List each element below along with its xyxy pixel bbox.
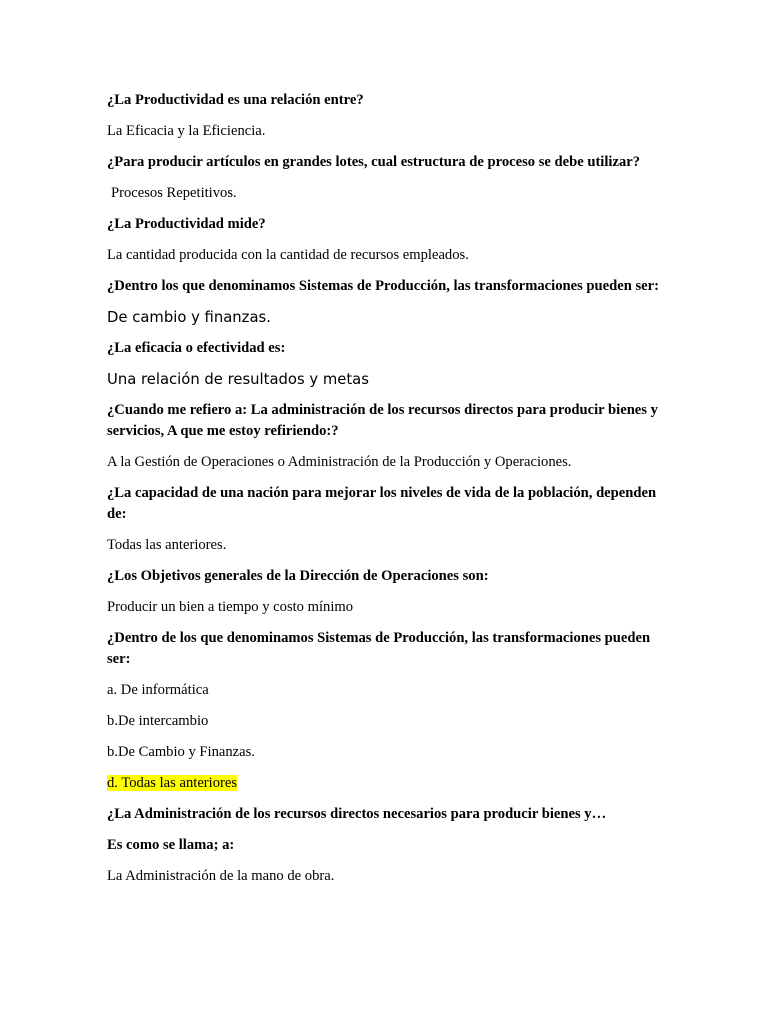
answer-3: La cantidad producida con la cantidad de recursos empleados.	[107, 247, 469, 263]
option-a: a. De informática	[107, 682, 209, 698]
highlighted-answer: d. Todas las anteriores	[107, 775, 238, 791]
answer-5: Una relación de resultados y metas	[107, 371, 369, 388]
question-4: ¿Dentro los que denominamos Sistemas de Producción, las transformaciones pueden ser:	[107, 278, 659, 294]
answer-1: La Eficacia y la Eficiencia.	[107, 123, 266, 139]
answer-4: De cambio y finanzas.	[107, 309, 271, 326]
question-2: ¿Para producir artículos en grandes lotes, cual estructura de proceso se debe utilizar?	[107, 154, 641, 170]
question-8: ¿Los Objetivos generales de la Dirección de Operaciones son:	[107, 568, 489, 584]
question-9: ¿Dentro de los que denominamos Sistemas de Producción, las transformaciones pueden ser:	[107, 630, 651, 667]
answer-7: Todas las anteriores.	[107, 537, 227, 553]
question-7: ¿La capacidad de una nación para mejorar los niveles de vida de la población, dependen de:	[107, 485, 657, 522]
option-b: b.De intercambio	[107, 713, 209, 729]
option-c: b.De Cambio y Finanzas.	[107, 744, 255, 760]
option-d-highlighted	[107, 773, 667, 794]
question-5: ¿La eficacia o efectividad es:	[107, 340, 286, 356]
question-3: ¿La Productividad mide?	[107, 216, 266, 232]
question-10-continuation: Es como se llama; a:	[107, 837, 235, 853]
answer-8: Producir un bien a tiempo y costo mínimo	[107, 599, 354, 615]
answer-2: Procesos Repetitivos.	[111, 185, 237, 201]
question-10: ¿La Administración de los recursos directos necesarios para producir bienes y…	[107, 806, 607, 822]
question-6: ¿Cuando me refiero a: La administración de los recursos directos para producir bienes y servicios, A que me estoy refiriendo:?	[107, 402, 658, 439]
answer-6: A la Gestión de Operaciones o Administración de la Producción y Operaciones.	[107, 454, 572, 470]
document-page	[107, 90, 667, 897]
answer-10: La Administración de la mano de obra.	[107, 868, 335, 884]
question-1: ¿La Productividad es una relación entre?	[107, 92, 364, 108]
